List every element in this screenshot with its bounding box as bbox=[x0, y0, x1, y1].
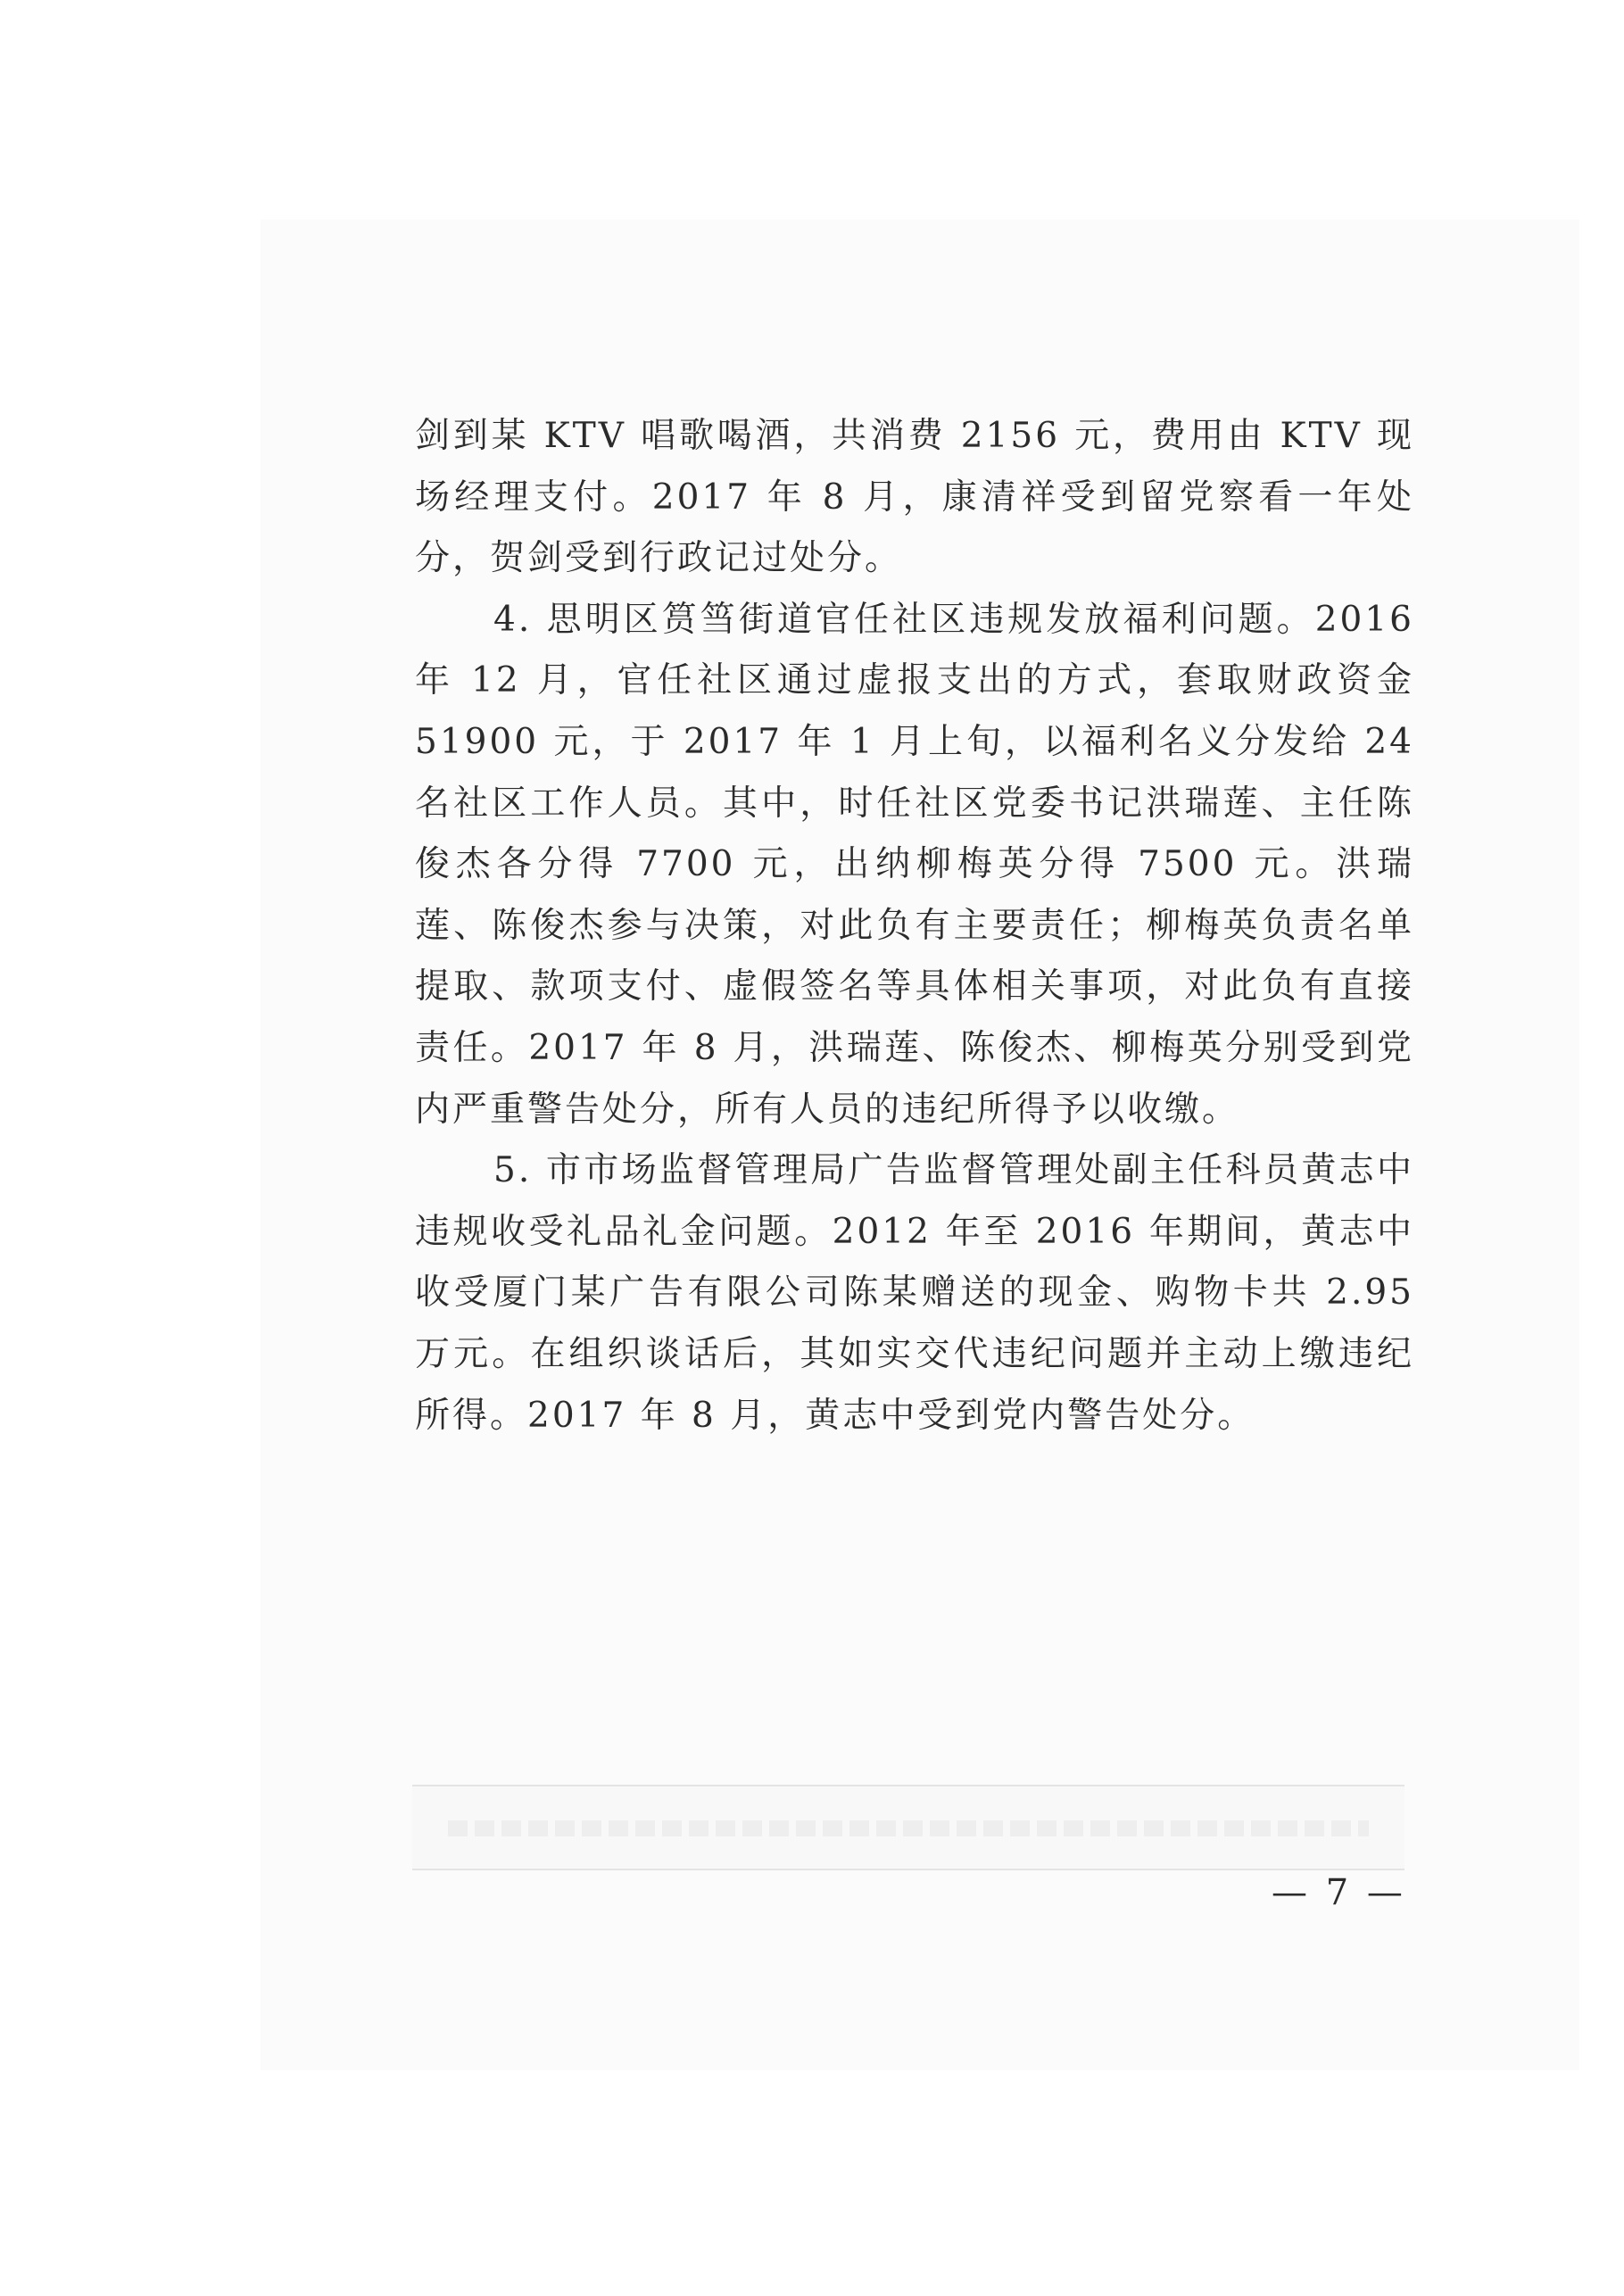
page-number: — 7 — bbox=[1272, 1872, 1406, 1913]
paragraph-item-5: 5. 市市场监督管理局广告监督管理处副主任科员黄志中违规收受礼品礼金问题。2012 年至 2016 年期间，黄志中收受厦门某广告有限公司陈某赠送的现金、购物卡共 2.95 万元。在组织谈话后，其如实交代违纪问题并主动上缴违纪所得。2017 年 8 月，黄志中受到党内警告处分。 bbox=[415, 1150, 1414, 1436]
paragraph-item-4: 4. 思明区筼筜街道官任社区违规发放福利问题。2016 年 12 月，官任社区通过虚报支出的方式，套取财政资金 51900 元，于 2017 年 1 月上旬，以福利名义分发给 24 名社区工作人员。其中，时任社区党委书记洪瑞莲、主任陈俊杰各分得 7700 元，出纳柳梅英分得 7500 元。洪瑞莲、陈俊杰参与决策，对此负有主要责任；柳梅英负责名单提取、款项支付、虚假签名等具体相关事项，对此负有直接责任。2017 年 8 月，洪瑞莲、陈俊杰、柳梅英分别受到党内严重警告处分，所有人员的违纪所得予以收缴。 bbox=[415, 599, 1414, 1130]
faded-footer-text-ghost bbox=[448, 1820, 1369, 1836]
paragraph-continued: 剑到某 KTV 唱歌喝酒，共消费 2156 元，费用由 KTV 现场经理支付。2017 年 8 月，康清祥受到留党察看一年处分，贺剑受到行政记过处分。 bbox=[415, 416, 1414, 579]
faded-footer-strip bbox=[412, 1785, 1404, 1870]
document-body bbox=[415, 406, 1414, 1446]
